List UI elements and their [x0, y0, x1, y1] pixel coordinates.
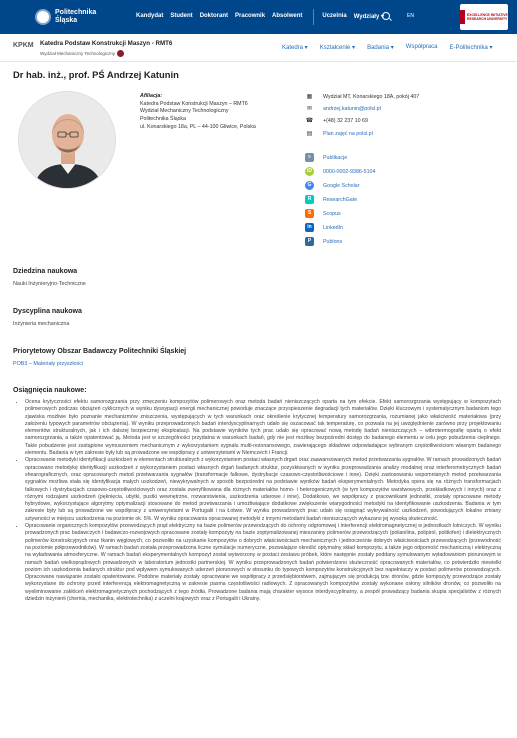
achievements-list: [17, 399, 501, 603]
contact-schedule-link[interactable]: Plan zajęć na polsl.pl: [323, 130, 373, 137]
linkedin-icon: in: [305, 223, 314, 232]
excellence-badge-icon: [460, 10, 465, 24]
contact-email-link[interactable]: andrzej.katunin@polsl.pl: [323, 105, 381, 112]
discipline-value: Inżynieria mechaniczna: [13, 321, 70, 327]
dept-nav-epolitechnika-label: E-Politechnika: [449, 45, 488, 51]
dept-nav-badania[interactable]: Badania ▾: [367, 45, 394, 51]
scopus-icon: S: [305, 209, 314, 218]
affiliation-line: Wydział Mechaniczny Technologiczny: [140, 108, 229, 115]
excellence-badge-text: EXCELLENCE INITIATIVE RESEARCH UNIVERSITY: [467, 13, 508, 21]
nav-wydzialy[interactable]: Wydziały ▾: [353, 14, 384, 20]
nav-kandydat[interactable]: Kandydat: [136, 13, 164, 19]
logo-line-1: Politechnika: [55, 9, 97, 16]
discipline-heading: Dyscyplina naukowa: [13, 308, 82, 315]
logo-line-2: Śląska: [55, 17, 78, 24]
department-name[interactable]: Katedra Podstaw Konstrukcji Maszyn - RMT6: [40, 40, 173, 47]
contact-phone: [305, 116, 368, 125]
achievement-item: • Opracowanie organicznych kompozytów przewodzących prąd elektryczny na bazie polimerów przewodzących do ochrony odgromowej i interferencji elektromagnetycznej w jednostkach lotniczych. W wyniku prowadzonych prac badawczych i badawczo-rozwojowych opracowane zostały kompozyty na bazie zoptymalizowanej mieszaniny polimerów przewodzących (polianilina, polipirol, politiofen) i dielektrycznych polimerów konstrukcyjnych oraz tkanin węglowych, co pozwoliło na uzyskanie kompozytów o dobrych właściwościach mechanicznych i jednocześnie dobrych właściwościach przewodzących (przewodność na poziomie półprzewodników). W ramach badań została przeprowadzona liczne symulacje numeryczne, pozwalające określić optymalny skład kompozytu, a także jego odporność mechaniczną i elektryczną na wyładowania atmosferyczne. W ramach badań eksperymentalnych kompozyt został wytworzony w postaci zestawu próbek, które następnie zostały poddany symulowanym wyładowaniom piorunowym w ramach badań wielkoprądowych prowadzonych w laboratorium jednostki partnerskiej. W wyniku przeprowadzonych badań potwierdzono skuteczność opracowanych materiałów, co potwierdziło niewielki poziom ich uszkodzenia badanych struktur pod wpływem symulowanych uderzeń piorunowych w stosunku do typowych kompozytów konstrukcyjnych bez napełniaczy w postaci polimerów przewodzących. Opracowane nawiązanie zostało opatentowane. Podobne materiały zostały opracowane we współpracy z przedsiębiorstwem, zajmującym się produkcją tzw. dronów, gdzie kompozyty przewodzące zostały wykorzystane do ochrony przed interferencją elektromagnetyczną w zakresie pasma częstotliwości radiowych. Z opracowanych kompozytów zostały wykonane osłony silników dronów, co pozwoliło na wyeliminowanie zakłóceń elektromagnetycznych pochodzących z tego źródła. Prowadzone badania mają charakter wysoce interdyscyplinarny, a zespół prowadzący badania skupia specjalistów z różnych dziedzin inżynierii (chemia, mechanika, elektrotechnika) z uczelni krajowych oraz z Portugalii i Ukrainy.: [25, 523, 501, 603]
university-logo-text: [55, 9, 96, 25]
field-value: Nauki Inżynieryjno-Techniczne: [13, 281, 86, 287]
department-logo[interactable]: KPKM: [13, 42, 34, 49]
faculty-name-text: Wydział Mechaniczny Technologiczny: [40, 51, 116, 56]
profile-linkedin[interactable]: [305, 223, 343, 232]
faculty-seal-icon: [117, 50, 124, 57]
search-icon[interactable]: [382, 12, 390, 20]
phone-icon: ☎: [305, 118, 314, 124]
profile-link[interactable]: Publikacje: [323, 154, 348, 161]
profile-researchgate[interactable]: [305, 195, 357, 204]
main-nav: [136, 13, 384, 20]
field-heading: Dziedzina naukowa: [13, 268, 78, 275]
profile-link[interactable]: ResearchGate: [323, 196, 358, 203]
contact-address-text: Wydział MT, Konarskiego 18A, pokój 407: [323, 93, 420, 100]
nav-absolwent[interactable]: Absolwent: [272, 13, 303, 19]
department-header: [0, 34, 517, 62]
nav-divider: [313, 9, 314, 25]
affiliation-heading: Afiliacja:: [140, 93, 163, 99]
researchgate-icon: R: [305, 195, 314, 204]
affiliation-block: [140, 93, 256, 132]
profile-link[interactable]: Scopus: [323, 210, 341, 217]
faculty-name: [40, 50, 124, 57]
calendar-icon: ▤: [306, 131, 313, 137]
dept-nav-badania-label: Badania: [367, 45, 390, 51]
contact-address: [305, 92, 419, 101]
profile-orcid[interactable]: [305, 167, 375, 176]
profile-publikacje[interactable]: [305, 153, 347, 162]
nav-wydzialy-label: Wydziały: [353, 14, 380, 20]
profile-link[interactable]: Publons: [323, 238, 343, 245]
university-logo[interactable]: [35, 9, 96, 25]
dept-nav-wspolpraca[interactable]: Współpraca: [405, 44, 438, 50]
priority-area-link[interactable]: POB3 – Materiały przyszłości: [13, 361, 84, 367]
contact-schedule[interactable]: [305, 129, 373, 138]
page-title: Dr hab. inż., prof. PŚ Andrzej Katunin: [13, 69, 179, 80]
publications-icon: ≡: [305, 153, 314, 162]
dept-nav-epolitechnika[interactable]: E-Politechnika ▾: [449, 45, 493, 51]
profile-google-scholar[interactable]: [305, 181, 360, 190]
building-icon: ▦: [306, 94, 313, 100]
excellence-initiative-badge[interactable]: [460, 4, 508, 30]
achievement-item: • Ocena krytyczności efektu samorozgrzania przy zmęczeniu kompozytów polimerowych oraz metoda badań nieniszczących oparta na tym efekcie. Efekt samorozgrzania występujący w kompozytach polimerowych podczas obciążeń cyklicznych w wyniku dyssypacji energii mechanicznej powoduje znaczące przyspieszenie degradacji tych materiałów. Dzięki kluczowym i systematycznym badaniom tego zjawiska możliwe było poznanie mechanizmów zniszczenia, występujących w tych warunkach oraz określenie krytycznej temperatury samorozgrzania, rozumianej jako właściwość materiałowa (przy założeniu typowych parametrów obciążenia). W wyniku przeprowadzonych badań interdyscyplinarnych udało się oszacować tak temperaturę, co pozwala na jej uwzględnienie zarówno przy projektowaniu elementów strukturalnych, jak i ich dalszej bezpiecznej eksploatacji. Na podstawie wyników tych prac udało się opracować nową metodę badań nieniszczących – wibrotermografię opartą o efekt samorozgrzania, a także opatentować ją. Metoda jest w szczególności przydatna w warunkach badań, gdy nie jest możliwy bezpośredni dostęp do badanego elementu w celu jego pobudzenia cieplnego. Takie pobudzenie jest zastąpione wymuszeniem mechanicznym z wykorzystaniem sygnału multi-rezonansowego, zawierającego składowe odpowiadające wybranym częstotliwościom własnym badanego elementu. Badania w tym zakresie były lub są prowadzone we współpracy z uniwersytetami w Niemczech i Francji.: [25, 399, 501, 457]
profile-scopus[interactable]: [305, 209, 341, 218]
achievements-heading: Osiągnięcia naukowe:: [13, 387, 87, 394]
profile-link[interactable]: 0000-0002-9386-5104: [323, 168, 376, 175]
profile-photo: [18, 91, 116, 189]
dept-nav-katedra[interactable]: Katedra ▾: [282, 45, 308, 51]
orcid-icon: iD: [307, 168, 312, 174]
priority-area-heading: Priorytetowy Obszar Badawczy Politechniki Śląskiej: [13, 348, 187, 355]
nav-pracownik[interactable]: Pracownik: [235, 13, 266, 19]
language-switch[interactable]: EN: [407, 13, 414, 19]
dept-nav-ksztalcenie[interactable]: Kształcenie ▾: [319, 45, 356, 51]
profile-link[interactable]: LinkedIn: [323, 224, 344, 231]
contact-email[interactable]: [305, 104, 381, 113]
affiliation-line: Katedra Podstaw Konstrukcji Maszyn – RMT6: [140, 100, 248, 107]
department-nav: [282, 44, 493, 51]
person-portrait-icon: [19, 92, 116, 189]
profile-publons[interactable]: [305, 237, 342, 246]
top-navigation-bar: [0, 0, 517, 34]
nav-doktorant[interactable]: Doktorant: [199, 13, 229, 19]
publons-icon: P: [305, 237, 314, 246]
university-crest-icon: [35, 9, 51, 25]
google-scholar-icon: G: [305, 181, 314, 190]
affiliation-line: Politechnika Śląska: [140, 116, 186, 123]
dept-nav-ksztalcenie-label: Kształcenie: [319, 45, 351, 51]
dept-nav-katedra-label: Katedra: [282, 45, 304, 51]
contact-phone-text: +(48) 32 237 10 69: [323, 117, 368, 124]
achievement-item: • Opracowanie metodyki identyfikacji uszkodzeń w elementach strukturalnych z wykorzystaniem postaci własnych drgań oraz zaawansowanych metod przetwarzania sygnałów. W ramach prowadzonych badań opracowano metodykę identyfikacji uszkodzeń z wykorzystaniem postaci własnych drgań badanych struktur, pozyskiwanych w wyniku przeprowadzania analizy modalnej oraz interferometrycznych badań shearograficznych, oraz opracowanych metod przetwarzania sygnałów (transformacje falkowe, dystrybucje czasowo-częstotliwościowe i inne). Dzięki zastosowaniu wspomnianych metod przetwarzania sygnałów możliwa stała się identyfikacja małych uszkodzeń, niewykrywalnych w sposób bezpośredni na podstawie wyników badań eksperymentalnych. Metodyka opera się na różnych transformacjach falkowych i dystrybucjach czasowo-częstotliwościowych oraz została zweryfikowana dla różnych materiałów homo- i heterogenicznych (w tym kompozytów warstwowych, przekładkowych i innych) oraz z różnymi rodzajami uszkodzeń (pęknięcia, ubytki, pustki wewnętrzne, rozwarstwienia, uszkodzenia udarowe i inne). Dodatkowo, we współpracy z pracownikami jednostki, zostały opracowane metody hybrydowe, wykorzystujące algorytmy optymalizacji stosowane do metod przetwarzania i umożliwiające dodatkowe zwiększenie wiarygodności metodyki na identyfikowanie uszkodzenia. Badania w tym zakresie były lub są prowadzone we współpracy z uniwersytetami w Portugalii i na Łotwie. W wyniku prowadzonych prac udało się osiągnąć wykrywalność uszkodzeń, powodujących lokalne zmiany sztywności w miejscu uszkodzenia na poziomie ok. 5%. W wyniku opracowania opracowanej metodyki z innymi metodami badań nieniszczących wykazano jej wysoką skuteczność.: [25, 457, 501, 523]
profile-link[interactable]: Google Scholar: [323, 182, 360, 189]
nav-student[interactable]: Student: [170, 13, 193, 19]
nav-uczelnia[interactable]: Uczelnia: [322, 13, 347, 19]
envelope-icon: ✉: [306, 106, 313, 112]
affiliation-line: ul. Konarskiego 18a, PL – 44-100 Gliwice, Polska: [140, 123, 256, 130]
